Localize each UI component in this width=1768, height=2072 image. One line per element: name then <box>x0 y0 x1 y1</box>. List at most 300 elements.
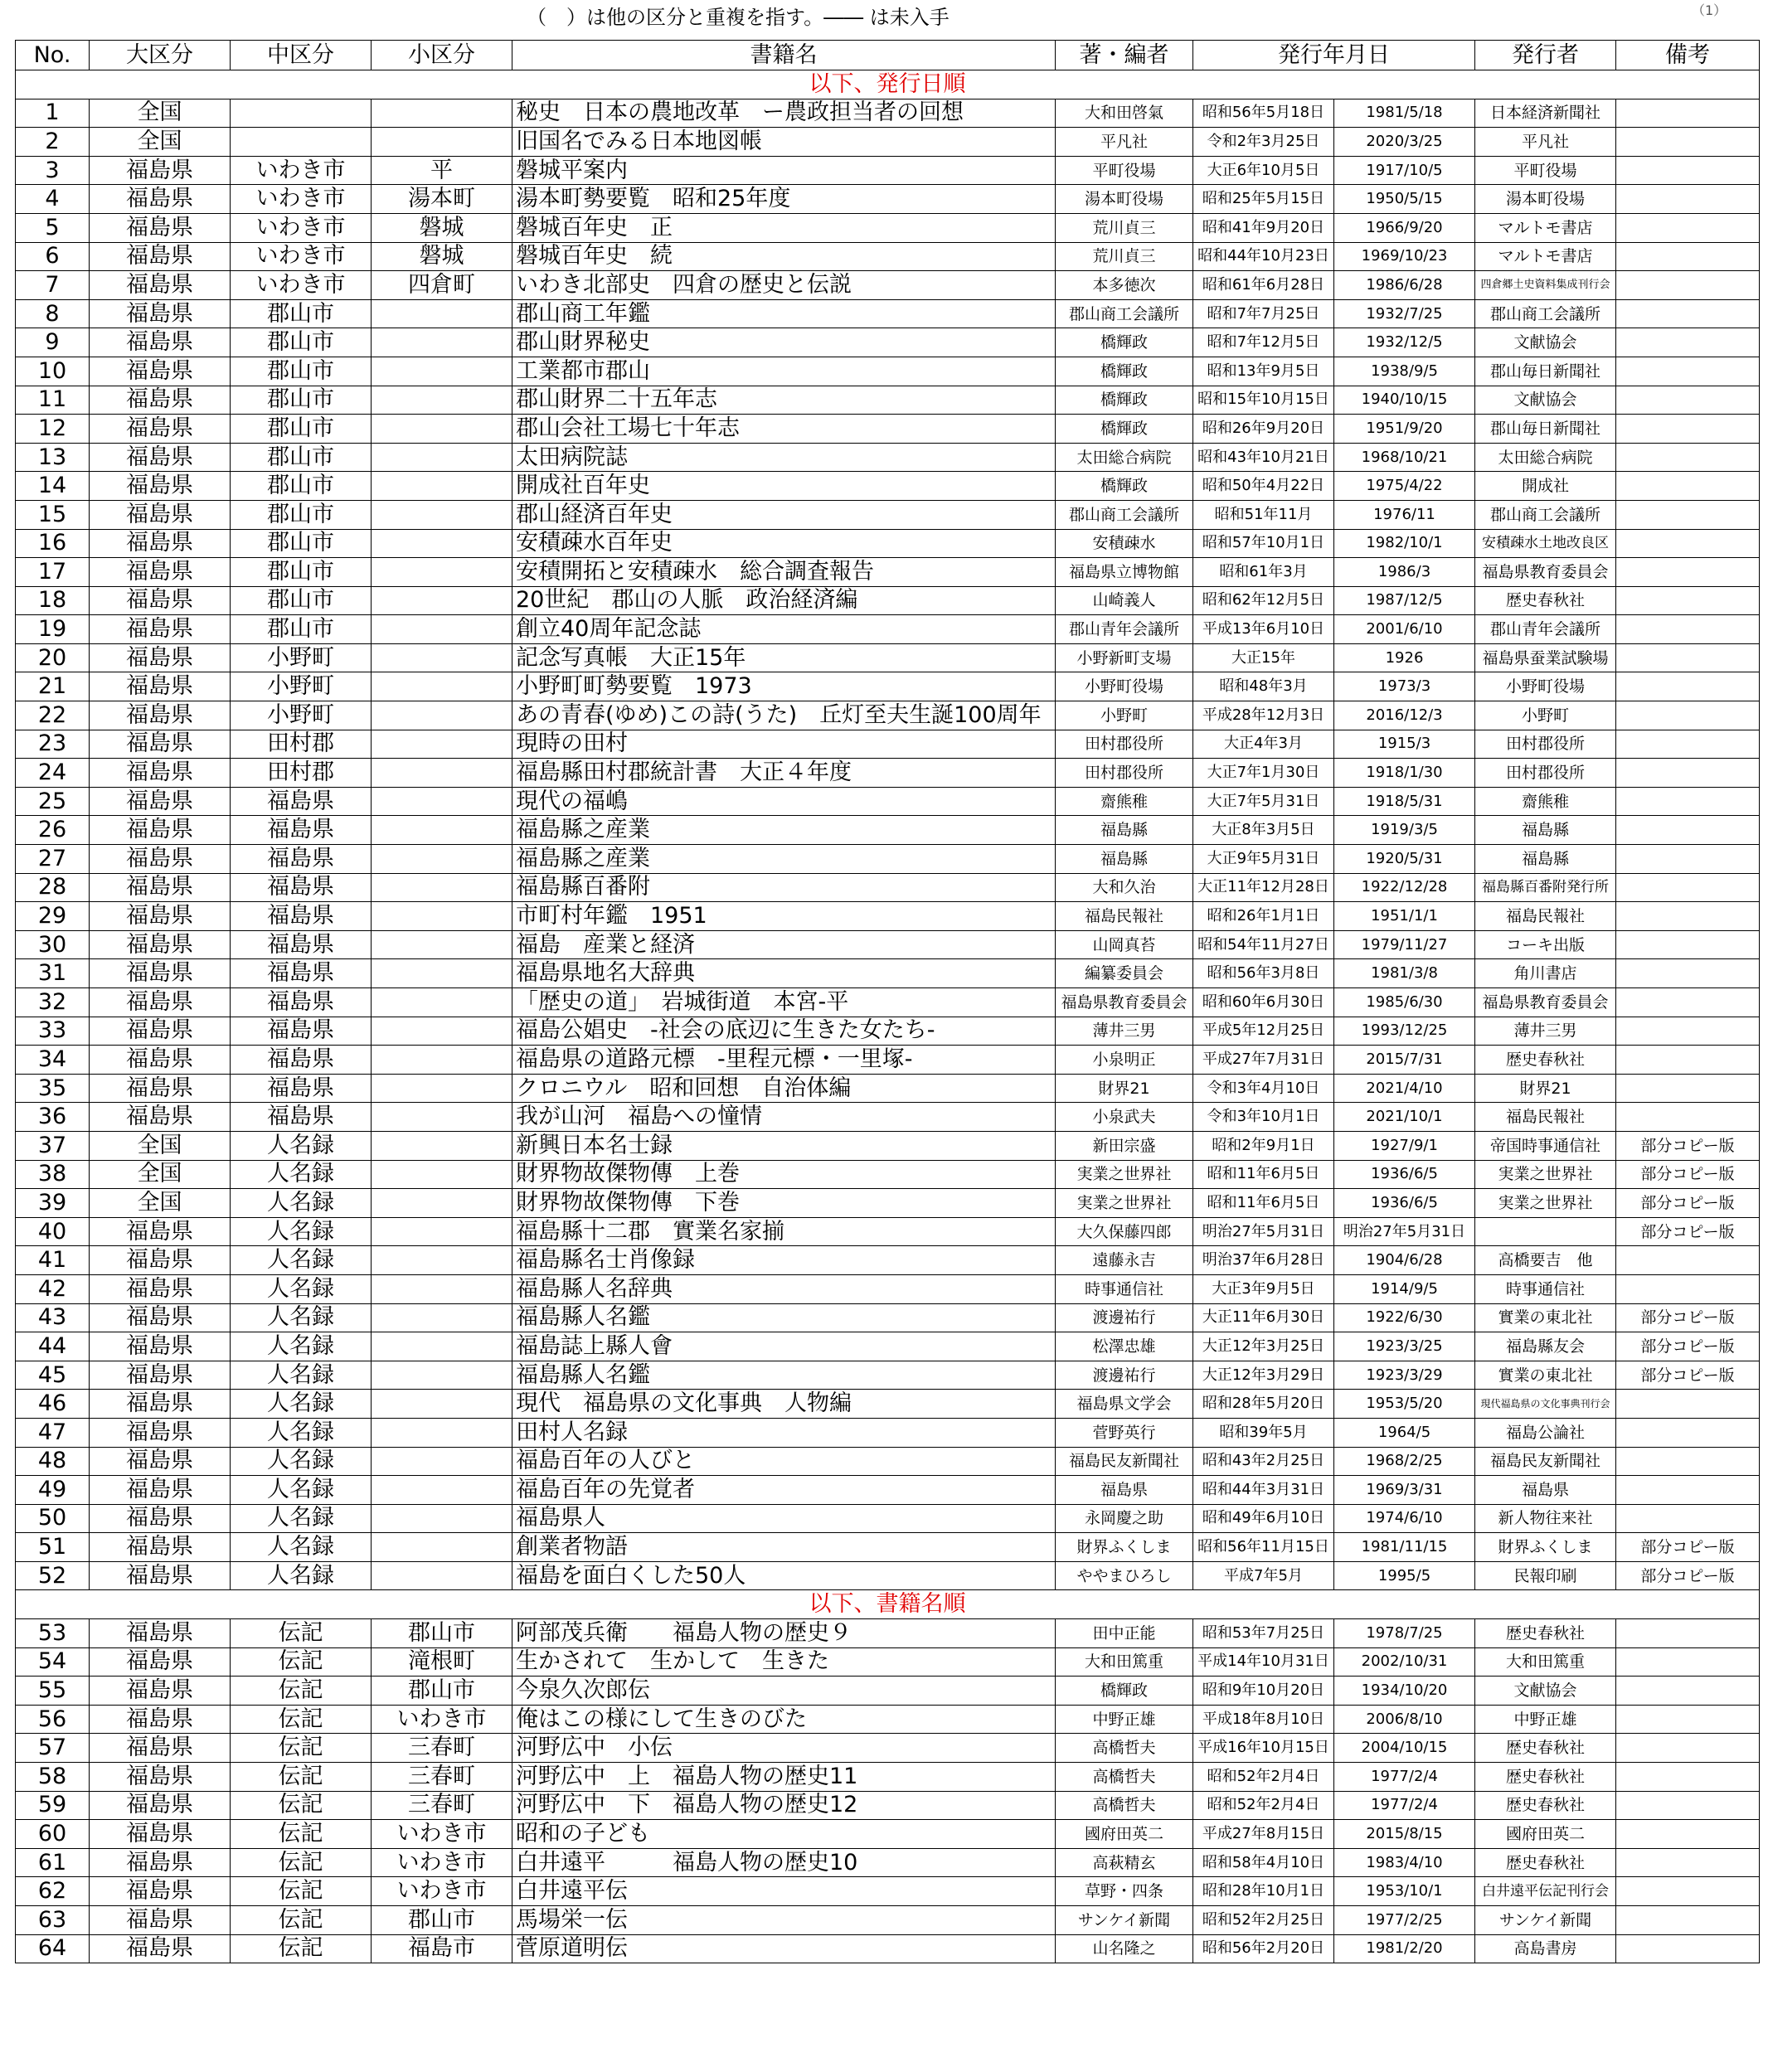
author-cell: 渡邊祐行 <box>1056 1303 1193 1332</box>
publish-date-japanese-cell: 明治27年5月31日 <box>1193 1217 1334 1246</box>
publish-date-cell: 1915/3 <box>1334 730 1475 759</box>
book-title-cell: 馬場栄一伝 <box>512 1906 1056 1935</box>
row-number-cell: 31 <box>16 959 90 988</box>
book-title-cell: 旧国名でみる日本地図帳 <box>512 128 1056 157</box>
author-cell: 橋輝政 <box>1056 415 1193 444</box>
row-number-cell: 62 <box>16 1877 90 1906</box>
author-cell: 財界21 <box>1056 1074 1193 1103</box>
table-row <box>16 1820 1760 1849</box>
row-number-cell: 22 <box>16 701 90 730</box>
table-row <box>16 271 1760 300</box>
remarks-cell <box>1616 1103 1760 1132</box>
author-cell: 田村郡役所 <box>1056 730 1193 759</box>
publisher-cell: 湯本町役場 <box>1475 185 1616 214</box>
middle-category-cell: 福島県 <box>231 930 372 959</box>
section-row <box>16 1590 1760 1619</box>
middle-category-cell: いわき市 <box>231 213 372 242</box>
minor-category-cell <box>372 1303 512 1332</box>
publisher-cell: 福島縣友会 <box>1475 1332 1616 1361</box>
table-row <box>16 1361 1760 1390</box>
row-number-cell: 40 <box>16 1217 90 1246</box>
major-category-cell: 福島県 <box>90 213 231 242</box>
table-row <box>16 1848 1760 1877</box>
remarks-cell <box>1616 1246 1760 1275</box>
author-cell: 実業之世界社 <box>1056 1189 1193 1218</box>
header-publisher: 発行者 <box>1475 41 1616 70</box>
table-row <box>16 672 1760 701</box>
middle-category-cell: 伝記 <box>231 1791 372 1820</box>
book-title-cell: 我が山河 福島への憧情 <box>512 1103 1056 1132</box>
row-number-cell: 45 <box>16 1361 90 1390</box>
publish-date-cell: 1918/5/31 <box>1334 787 1475 816</box>
major-category-cell: 福島県 <box>90 1906 231 1935</box>
remarks-cell <box>1616 1274 1760 1303</box>
book-title-cell: 小野町町勢要覧 1973 <box>512 672 1056 701</box>
author-cell: 小野町 <box>1056 701 1193 730</box>
table-row <box>16 1734 1760 1763</box>
minor-category-cell <box>372 443 512 472</box>
table-row <box>16 156 1760 185</box>
major-category-cell: 福島県 <box>90 185 231 214</box>
minor-category-cell: 滝根町 <box>372 1647 512 1677</box>
row-number-cell: 46 <box>16 1390 90 1419</box>
table-row <box>16 1504 1760 1533</box>
middle-category-cell: 田村郡 <box>231 730 372 759</box>
remarks-cell <box>1616 1390 1760 1419</box>
author-cell: 草野・四条 <box>1056 1877 1193 1906</box>
publisher-cell: 福島民友新聞社 <box>1475 1447 1616 1476</box>
table-row <box>16 500 1760 529</box>
remarks-cell <box>1616 1848 1760 1877</box>
publish-date-cell: 1993/12/25 <box>1334 1017 1475 1046</box>
publisher-cell: 福島県教育委員会 <box>1475 988 1616 1017</box>
book-title-cell: 昭和の子ども <box>512 1820 1056 1849</box>
publisher-cell: 歴史春秋社 <box>1475 1046 1616 1075</box>
book-title-cell: 福島百年の先覚者 <box>512 1476 1056 1505</box>
minor-category-cell <box>372 1246 512 1275</box>
header-major-category: 大区分 <box>90 41 231 70</box>
publisher-cell: 平町役場 <box>1475 156 1616 185</box>
author-cell: 大久保藤四郎 <box>1056 1217 1193 1246</box>
publish-date-japanese-cell: 大正11年6月30日 <box>1193 1303 1334 1332</box>
major-category-cell: 福島県 <box>90 1734 231 1763</box>
publish-date-cell: 1938/9/5 <box>1334 357 1475 386</box>
minor-category-cell <box>372 99 512 128</box>
major-category-cell: 福島県 <box>90 1246 231 1275</box>
publisher-cell: 日本経済新聞社 <box>1475 99 1616 128</box>
remarks-cell <box>1616 128 1760 157</box>
minor-category-cell <box>372 299 512 328</box>
middle-category-cell: 郡山市 <box>231 443 372 472</box>
row-number-cell: 12 <box>16 415 90 444</box>
publish-date-japanese-cell: 昭和56年2月20日 <box>1193 1934 1334 1963</box>
publish-date-japanese-cell: 平成28年12月3日 <box>1193 701 1334 730</box>
author-cell: 平凡社 <box>1056 128 1193 157</box>
publisher-cell: 福島民報社 <box>1475 1103 1616 1132</box>
major-category-cell: 福島県 <box>90 1303 231 1332</box>
author-cell: 福島縣 <box>1056 816 1193 845</box>
author-cell: 橋輝政 <box>1056 357 1193 386</box>
author-cell: 小野新町支場 <box>1056 643 1193 672</box>
publisher-cell: 福島縣 <box>1475 816 1616 845</box>
publish-date-cell: 1977/2/4 <box>1334 1763 1475 1792</box>
table-row <box>16 643 1760 672</box>
remarks-cell <box>1616 1763 1760 1792</box>
minor-category-cell <box>372 1418 512 1447</box>
table-row <box>16 213 1760 242</box>
remarks-cell: 部分コピー版 <box>1616 1131 1760 1160</box>
table-body <box>16 70 1760 1963</box>
publisher-cell: 福島県教育委員会 <box>1475 558 1616 587</box>
publisher-cell: 中野正雄 <box>1475 1705 1616 1734</box>
publish-date-japanese-cell: 令和3年4月10日 <box>1193 1074 1334 1103</box>
publisher-cell: 帝国時事通信社 <box>1475 1131 1616 1160</box>
table-row <box>16 930 1760 959</box>
remarks-cell <box>1616 988 1760 1017</box>
book-title-cell: 湯本町勢要覧 昭和25年度 <box>512 185 1056 214</box>
publish-date-cell: 1932/12/5 <box>1334 328 1475 357</box>
remarks-cell <box>1616 357 1760 386</box>
book-title-cell: 現時の田村 <box>512 730 1056 759</box>
publisher-cell: 高橋要吉 他 <box>1475 1246 1616 1275</box>
middle-category-cell: 郡山市 <box>231 529 372 558</box>
publisher-cell: 太田総合病院 <box>1475 443 1616 472</box>
publish-date-cell: 1969/10/23 <box>1334 242 1475 271</box>
book-title-cell: 工業都市郡山 <box>512 357 1056 386</box>
publish-date-japanese-cell: 昭和60年6月30日 <box>1193 988 1334 1017</box>
publish-date-japanese-cell: 昭和52年2月4日 <box>1193 1791 1334 1820</box>
author-cell: 橋輝政 <box>1056 386 1193 415</box>
remarks-cell <box>1616 902 1760 931</box>
publish-date-japanese-cell: 昭和56年5月18日 <box>1193 99 1334 128</box>
major-category-cell: 福島県 <box>90 643 231 672</box>
major-category-cell: 福島県 <box>90 1934 231 1963</box>
row-number-cell: 54 <box>16 1647 90 1677</box>
book-title-cell: 阿部茂兵衛 福島人物の歴史９ <box>512 1619 1056 1648</box>
publish-date-cell: 1968/10/21 <box>1334 443 1475 472</box>
publish-date-cell: 1934/10/20 <box>1334 1677 1475 1706</box>
row-number-cell: 18 <box>16 586 90 615</box>
major-category-cell: 福島県 <box>90 357 231 386</box>
book-title-cell: 現代 福島県の文化事典 人物編 <box>512 1390 1056 1419</box>
middle-category-cell: 郡山市 <box>231 299 372 328</box>
author-cell: 菅野英行 <box>1056 1418 1193 1447</box>
author-cell: 福島県文学会 <box>1056 1390 1193 1419</box>
major-category-cell: 福島県 <box>90 873 231 902</box>
major-category-cell: 福島県 <box>90 1332 231 1361</box>
table-row <box>16 959 1760 988</box>
middle-category-cell: 人名録 <box>231 1361 372 1390</box>
remarks-cell <box>1616 1877 1760 1906</box>
publish-date-cell: 1922/6/30 <box>1334 1303 1475 1332</box>
publisher-cell: 薄井三男 <box>1475 1017 1616 1046</box>
header-remarks: 備考 <box>1616 41 1760 70</box>
minor-category-cell <box>372 873 512 902</box>
publish-date-cell: 1977/2/25 <box>1334 1906 1475 1935</box>
minor-category-cell <box>372 1046 512 1075</box>
remarks-cell <box>1616 730 1760 759</box>
book-title-cell: 創立40周年記念誌 <box>512 615 1056 644</box>
table-row <box>16 1677 1760 1706</box>
author-cell: 財界ふくしま <box>1056 1533 1193 1562</box>
author-cell: 山岡真苔 <box>1056 930 1193 959</box>
author-cell: 遠藤永吉 <box>1056 1246 1193 1275</box>
major-category-cell: 福島県 <box>90 1877 231 1906</box>
section-row <box>16 70 1760 99</box>
publish-date-japanese-cell: 昭和15年10月15日 <box>1193 386 1334 415</box>
book-title-cell: 福島県地名大辞典 <box>512 959 1056 988</box>
publish-date-japanese-cell: 昭和62年12月5日 <box>1193 586 1334 615</box>
publish-date-japanese-cell: 昭和41年9月20日 <box>1193 213 1334 242</box>
remarks-cell <box>1616 1418 1760 1447</box>
major-category-cell: 福島県 <box>90 328 231 357</box>
publish-date-japanese-cell: 昭和51年11月 <box>1193 500 1334 529</box>
remarks-cell <box>1616 472 1760 501</box>
middle-category-cell: 福島県 <box>231 845 372 874</box>
major-category-cell: 福島県 <box>90 1017 231 1046</box>
publish-date-japanese-cell: 昭和61年6月28日 <box>1193 271 1334 300</box>
book-title-cell: 白井遠平伝 <box>512 1877 1056 1906</box>
publish-date-japanese-cell: 平成18年8月10日 <box>1193 1705 1334 1734</box>
publisher-cell: 福島民報社 <box>1475 902 1616 931</box>
header-book-title: 書籍名 <box>512 41 1056 70</box>
remarks-cell <box>1616 1734 1760 1763</box>
major-category-cell: 福島県 <box>90 242 231 271</box>
author-cell: 安積疎水 <box>1056 529 1193 558</box>
middle-category-cell: 人名録 <box>231 1533 372 1562</box>
row-number-cell: 53 <box>16 1619 90 1648</box>
remarks-cell <box>1616 1791 1760 1820</box>
author-cell: 齋熊稚 <box>1056 787 1193 816</box>
remarks-cell <box>1616 816 1760 845</box>
major-category-cell: 福島県 <box>90 443 231 472</box>
row-number-cell: 14 <box>16 472 90 501</box>
major-category-cell: 福島県 <box>90 1504 231 1533</box>
publish-date-cell: 1986/3 <box>1334 558 1475 587</box>
author-cell: 大和田篤重 <box>1056 1647 1193 1677</box>
book-title-cell: 財界物故傑物傳 上巻 <box>512 1160 1056 1189</box>
minor-category-cell: 三春町 <box>372 1734 512 1763</box>
remarks-cell <box>1616 1820 1760 1849</box>
table-row <box>16 1160 1760 1189</box>
major-category-cell: 福島県 <box>90 701 231 730</box>
major-category-cell: 福島県 <box>90 787 231 816</box>
publish-date-japanese-cell: 明治37年6月28日 <box>1193 1246 1334 1275</box>
remarks-cell: 部分コピー版 <box>1616 1332 1760 1361</box>
table-row <box>16 902 1760 931</box>
major-category-cell: 全国 <box>90 1189 231 1218</box>
major-category-cell: 福島県 <box>90 299 231 328</box>
author-cell: 山崎義人 <box>1056 586 1193 615</box>
major-category-cell: 福島県 <box>90 500 231 529</box>
publish-date-cell: 2004/10/15 <box>1334 1734 1475 1763</box>
remarks-cell <box>1616 271 1760 300</box>
publish-date-japanese-cell: 昭和7年12月5日 <box>1193 328 1334 357</box>
minor-category-cell: 磐城 <box>372 213 512 242</box>
major-category-cell: 福島県 <box>90 816 231 845</box>
minor-category-cell: 三春町 <box>372 1763 512 1792</box>
table-row <box>16 128 1760 157</box>
minor-category-cell <box>372 902 512 931</box>
row-number-cell: 47 <box>16 1418 90 1447</box>
minor-category-cell: 福島市 <box>372 1934 512 1963</box>
publish-date-japanese-cell: 昭和9年10月20日 <box>1193 1677 1334 1706</box>
book-title-cell: 創業者物語 <box>512 1533 1056 1562</box>
middle-category-cell: 伝記 <box>231 1647 372 1677</box>
middle-category-cell: 郡山市 <box>231 472 372 501</box>
publisher-cell: 文献協会 <box>1475 1677 1616 1706</box>
publish-date-japanese-cell: 平成14年10月31日 <box>1193 1647 1334 1677</box>
middle-category-cell: 人名録 <box>231 1217 372 1246</box>
book-title-cell: 福島 産業と経済 <box>512 930 1056 959</box>
publish-date-japanese-cell: 昭和48年3月 <box>1193 672 1334 701</box>
middle-category-cell: 福島県 <box>231 1103 372 1132</box>
publisher-cell: 郡山青年会議所 <box>1475 615 1616 644</box>
publish-date-japanese-cell: 大正12年3月29日 <box>1193 1361 1334 1390</box>
major-category-cell: 福島県 <box>90 415 231 444</box>
minor-category-cell <box>372 1476 512 1505</box>
table-row <box>16 759 1760 788</box>
publish-date-japanese-cell: 昭和50年4月22日 <box>1193 472 1334 501</box>
remarks-cell <box>1616 299 1760 328</box>
row-number-cell: 6 <box>16 242 90 271</box>
publish-date-cell: 1922/12/28 <box>1334 873 1475 902</box>
publish-date-japanese-cell: 昭和52年2月4日 <box>1193 1763 1334 1792</box>
table-row <box>16 1705 1760 1734</box>
row-number-cell: 48 <box>16 1447 90 1476</box>
remarks-cell <box>1616 443 1760 472</box>
author-cell: 永岡慶之助 <box>1056 1504 1193 1533</box>
book-title-cell: 郡山商工年鑑 <box>512 299 1056 328</box>
publish-date-cell: 1969/3/31 <box>1334 1476 1475 1505</box>
remarks-cell <box>1616 873 1760 902</box>
remarks-cell: 部分コピー版 <box>1616 1533 1760 1562</box>
publish-date-japanese-cell: 昭和11年6月5日 <box>1193 1160 1334 1189</box>
publish-date-cell: 1914/9/5 <box>1334 1274 1475 1303</box>
publish-date-japanese-cell: 昭和2年9月1日 <box>1193 1131 1334 1160</box>
author-cell: 新田宗盛 <box>1056 1131 1193 1160</box>
major-category-cell: 福島県 <box>90 529 231 558</box>
publisher-cell: 安積疎水土地改良区 <box>1475 529 1616 558</box>
middle-category-cell: 福島県 <box>231 787 372 816</box>
author-cell: 田村郡役所 <box>1056 759 1193 788</box>
middle-category-cell: 郡山市 <box>231 500 372 529</box>
page-note: （ ）は他の区分と重複を指す。―― は未入手 <box>527 6 950 29</box>
book-title-cell: 白井遠平 福島人物の歴史10 <box>512 1848 1056 1877</box>
book-title-cell: いわき北部史 四倉の歴史と伝説 <box>512 271 1056 300</box>
middle-category-cell: 伝記 <box>231 1820 372 1849</box>
major-category-cell: 福島県 <box>90 386 231 415</box>
book-title-cell: 「歴史の道」 岩城街道 本宮-平 <box>512 988 1056 1017</box>
publish-date-japanese-cell: 昭和44年3月31日 <box>1193 1476 1334 1505</box>
author-cell: 大和久治 <box>1056 873 1193 902</box>
publisher-cell: 實業の東北社 <box>1475 1303 1616 1332</box>
row-number-cell: 4 <box>16 185 90 214</box>
publish-date-japanese-cell: 昭和26年9月20日 <box>1193 415 1334 444</box>
middle-category-cell: 郡山市 <box>231 357 372 386</box>
table-row <box>16 1103 1760 1132</box>
book-title-cell: 福島県人 <box>512 1504 1056 1533</box>
major-category-cell: 福島県 <box>90 1390 231 1419</box>
publisher-cell: 角川書店 <box>1475 959 1616 988</box>
row-number-cell: 55 <box>16 1677 90 1706</box>
author-cell: 高橋哲夫 <box>1056 1791 1193 1820</box>
major-category-cell: 福島県 <box>90 1074 231 1103</box>
middle-category-cell: 人名録 <box>231 1274 372 1303</box>
middle-category-cell: 伝記 <box>231 1848 372 1877</box>
publish-date-japanese-cell: 大正7年1月30日 <box>1193 759 1334 788</box>
minor-category-cell <box>372 1390 512 1419</box>
minor-category-cell <box>372 472 512 501</box>
table-row <box>16 586 1760 615</box>
major-category-cell: 福島県 <box>90 1647 231 1677</box>
minor-category-cell <box>372 1189 512 1218</box>
publish-date-cell: 1917/10/5 <box>1334 156 1475 185</box>
minor-category-cell <box>372 1274 512 1303</box>
middle-category-cell: 伝記 <box>231 1734 372 1763</box>
remarks-cell <box>1616 500 1760 529</box>
publish-date-cell: 1936/6/5 <box>1334 1160 1475 1189</box>
row-number-cell: 59 <box>16 1791 90 1820</box>
author-cell: 國府田英二 <box>1056 1820 1193 1849</box>
book-title-cell: 郡山会社工場七十年志 <box>512 415 1056 444</box>
header-row <box>16 41 1760 70</box>
table-row <box>16 845 1760 874</box>
major-category-cell: 福島県 <box>90 959 231 988</box>
major-category-cell: 福島県 <box>90 615 231 644</box>
remarks-cell <box>1616 1934 1760 1963</box>
author-cell: サンケイ新聞 <box>1056 1906 1193 1935</box>
major-category-cell: 福島県 <box>90 1848 231 1877</box>
publish-date-japanese-cell: 昭和11年6月5日 <box>1193 1189 1334 1218</box>
publish-date-cell: 1932/7/25 <box>1334 299 1475 328</box>
publish-date-cell: 2006/8/10 <box>1334 1705 1475 1734</box>
table-row <box>16 415 1760 444</box>
table-row <box>16 1246 1760 1275</box>
middle-category-cell: 小野町 <box>231 701 372 730</box>
major-category-cell: 全国 <box>90 1160 231 1189</box>
minor-category-cell <box>372 1332 512 1361</box>
book-title-cell: 福島県の道路元標 -里程元標・一里塚- <box>512 1046 1056 1075</box>
publish-date-japanese-cell: 大正9年5月31日 <box>1193 845 1334 874</box>
major-category-cell: 福島県 <box>90 156 231 185</box>
publish-date-japanese-cell: 昭和28年10月1日 <box>1193 1877 1334 1906</box>
remarks-cell <box>1616 529 1760 558</box>
header-middle-category: 中区分 <box>231 41 372 70</box>
middle-category-cell: 伝記 <box>231 1619 372 1648</box>
middle-category-cell: 人名録 <box>231 1246 372 1275</box>
remarks-cell <box>1616 845 1760 874</box>
table-row <box>16 1763 1760 1792</box>
minor-category-cell: いわき市 <box>372 1848 512 1877</box>
table-row <box>16 99 1760 128</box>
publish-date-japanese-cell: 平成27年7月31日 <box>1193 1046 1334 1075</box>
book-title-cell: 安積疎水百年史 <box>512 529 1056 558</box>
major-category-cell: 福島県 <box>90 1447 231 1476</box>
row-number-cell: 35 <box>16 1074 90 1103</box>
publish-date-japanese-cell: 平成27年8月15日 <box>1193 1820 1334 1849</box>
row-number-cell: 56 <box>16 1705 90 1734</box>
middle-category-cell: 伝記 <box>231 1906 372 1935</box>
publish-date-cell: 1923/3/25 <box>1334 1332 1475 1361</box>
publish-date-cell: 2020/3/25 <box>1334 128 1475 157</box>
middle-category-cell: 人名録 <box>231 1131 372 1160</box>
table-row <box>16 1046 1760 1075</box>
row-number-cell: 33 <box>16 1017 90 1046</box>
major-category-cell: 福島県 <box>90 902 231 931</box>
minor-category-cell <box>372 930 512 959</box>
table-row <box>16 1647 1760 1677</box>
